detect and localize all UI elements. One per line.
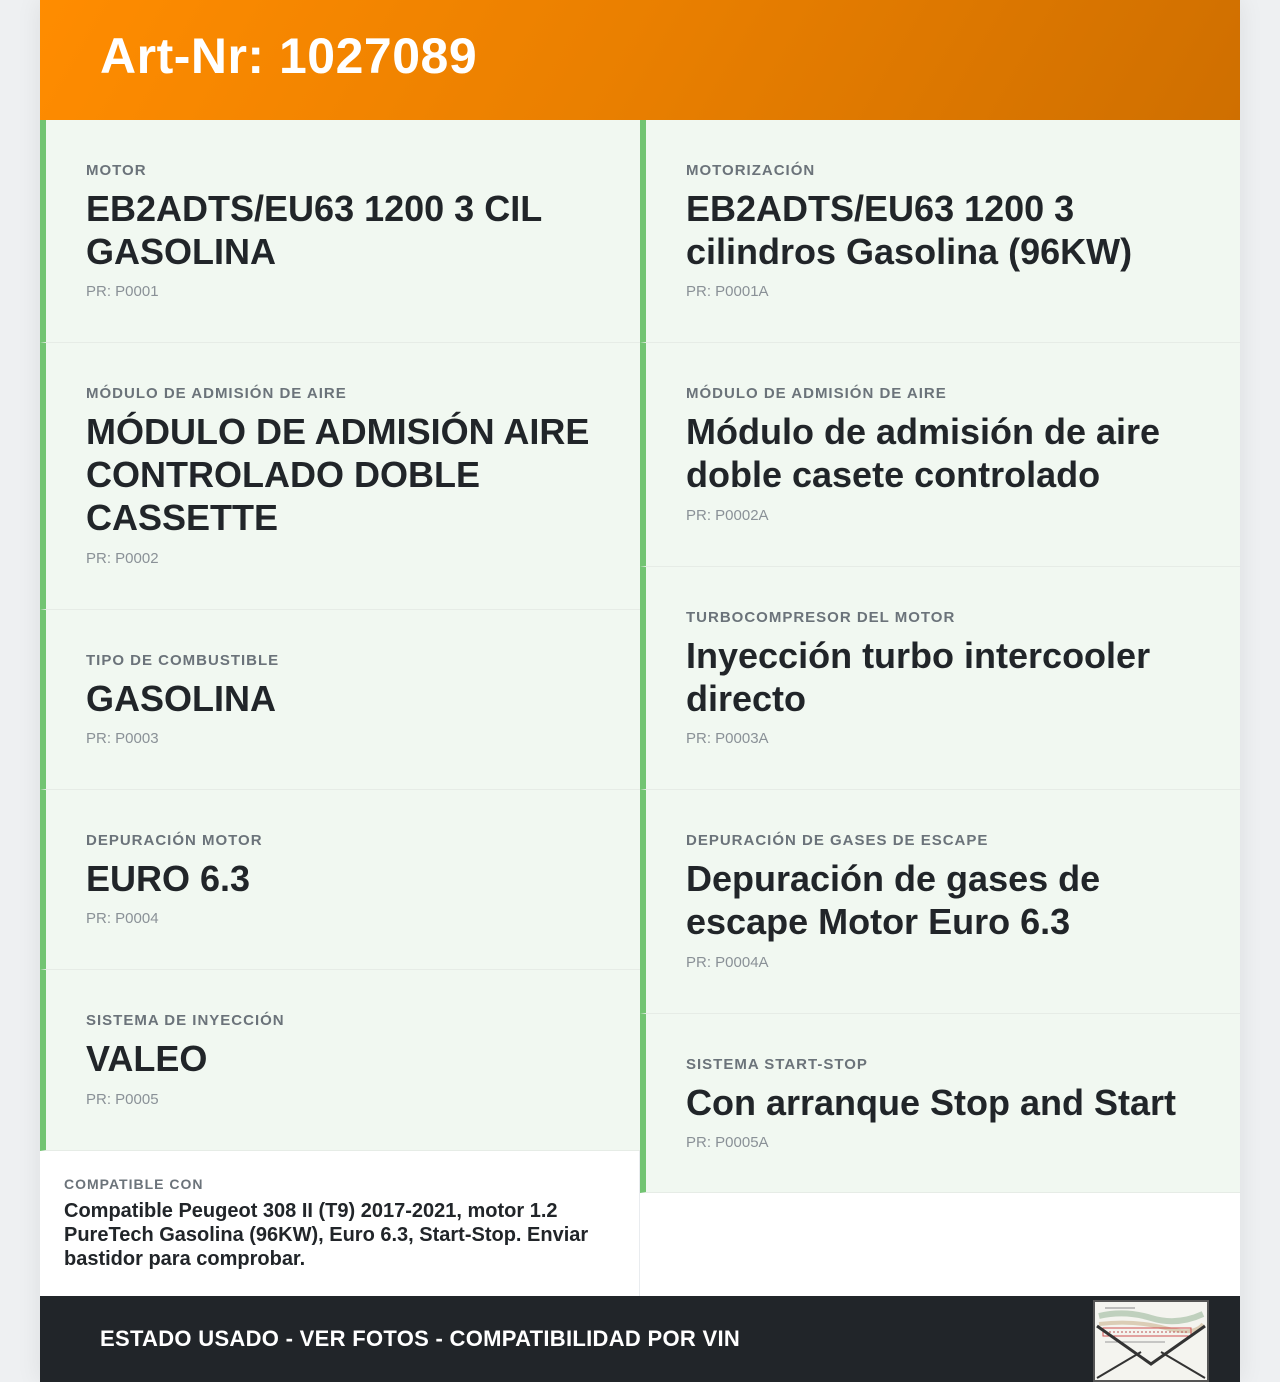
spec-card-motor bbox=[40, 120, 640, 343]
spec-label: DEPURACIÓN MOTOR bbox=[86, 832, 263, 849]
spec-card-injection bbox=[40, 970, 640, 1151]
spec-code: PR: P0001 bbox=[86, 283, 159, 300]
spec-card-air-intake bbox=[40, 343, 640, 610]
vehicle-document-envelope-icon bbox=[1093, 1300, 1209, 1382]
spec-code: PR: P0003A bbox=[686, 730, 769, 747]
spec-card-fuel-type bbox=[40, 610, 640, 790]
spec-label: TIPO DE COMBUSTIBLE bbox=[86, 652, 280, 669]
spec-value: Depuración de gases de escape Motor Euro 6.3 bbox=[686, 858, 1101, 942]
spec-card-engine-type bbox=[640, 120, 1240, 343]
spec-code: PR: P0004A bbox=[686, 954, 769, 971]
spec-card-start-stop bbox=[640, 1014, 1240, 1193]
spec-value: Módulo de admisión de aire doble casete controlado bbox=[686, 411, 1161, 495]
compatibility-label: COMPATIBLE CON bbox=[64, 1176, 204, 1192]
spec-value: VALEO bbox=[86, 1038, 208, 1079]
spec-code: PR: P0002A bbox=[686, 507, 769, 524]
spec-code: PR: P0002 bbox=[86, 550, 159, 567]
footer-bar bbox=[40, 1296, 1240, 1382]
spec-label: MÓDULO DE ADMISIÓN DE AIRE bbox=[686, 385, 947, 402]
spec-value: EB2ADTS/EU63 1200 3 CIL GASOLINA bbox=[86, 188, 542, 272]
article-number-title: Art-Nr: 1027089 bbox=[100, 28, 478, 84]
spec-label: MÓDULO DE ADMISIÓN DE AIRE bbox=[86, 385, 347, 402]
spec-card-air-intake-alt bbox=[640, 343, 1240, 567]
spec-card-exhaust bbox=[640, 790, 1240, 1014]
footer-status-text: ESTADO USADO - VER FOTOS - COMPATIBILIDAD POR VIN bbox=[100, 1326, 741, 1351]
spec-value: MÓDULO DE ADMISIÓN AIRE CONTROLADO DOBLE CASSETTE bbox=[86, 411, 590, 538]
spec-code: PR: P0005 bbox=[86, 1091, 159, 1108]
spec-code: PR: P0003 bbox=[86, 730, 159, 747]
spec-label: SISTEMA DE INYECCIÓN bbox=[86, 1012, 285, 1029]
spec-card-turbo bbox=[640, 567, 1240, 790]
spec-code: PR: P0005A bbox=[686, 1134, 769, 1151]
spec-value: EURO 6.3 bbox=[86, 858, 251, 899]
spec-code: PR: P0004 bbox=[86, 910, 159, 927]
spec-label: DEPURACIÓN DE GASES DE ESCAPE bbox=[686, 832, 989, 849]
spec-value: Con arranque Stop and Start bbox=[686, 1082, 1177, 1123]
spec-value: Inyección turbo intercooler directo bbox=[686, 635, 1151, 719]
spec-value: EB2ADTS/EU63 1200 3 cilindros Gasolina (96KW) bbox=[686, 188, 1133, 272]
spec-value: GASOLINA bbox=[86, 678, 277, 719]
spec-label: MOTOR bbox=[86, 162, 147, 179]
compatibility-box bbox=[40, 1151, 640, 1296]
header-banner bbox=[40, 0, 1240, 120]
spec-code: PR: P0001A bbox=[686, 283, 769, 300]
spec-label: TURBOCOMPRESOR DEL MOTOR bbox=[686, 609, 956, 626]
spec-card-emission bbox=[40, 790, 640, 970]
compatibility-text: Compatible Peugeot 308 II (T9) 2017-2021, motor 1.2 PureTech Gasolina (96KW), Euro 6.3, Start-Stop. Enviar bastidor para comprobar. bbox=[64, 1200, 589, 1270]
spec-label: SISTEMA START-STOP bbox=[686, 1056, 868, 1073]
spec-label: MOTORIZACIÓN bbox=[686, 162, 816, 179]
product-card bbox=[40, 0, 1240, 1382]
